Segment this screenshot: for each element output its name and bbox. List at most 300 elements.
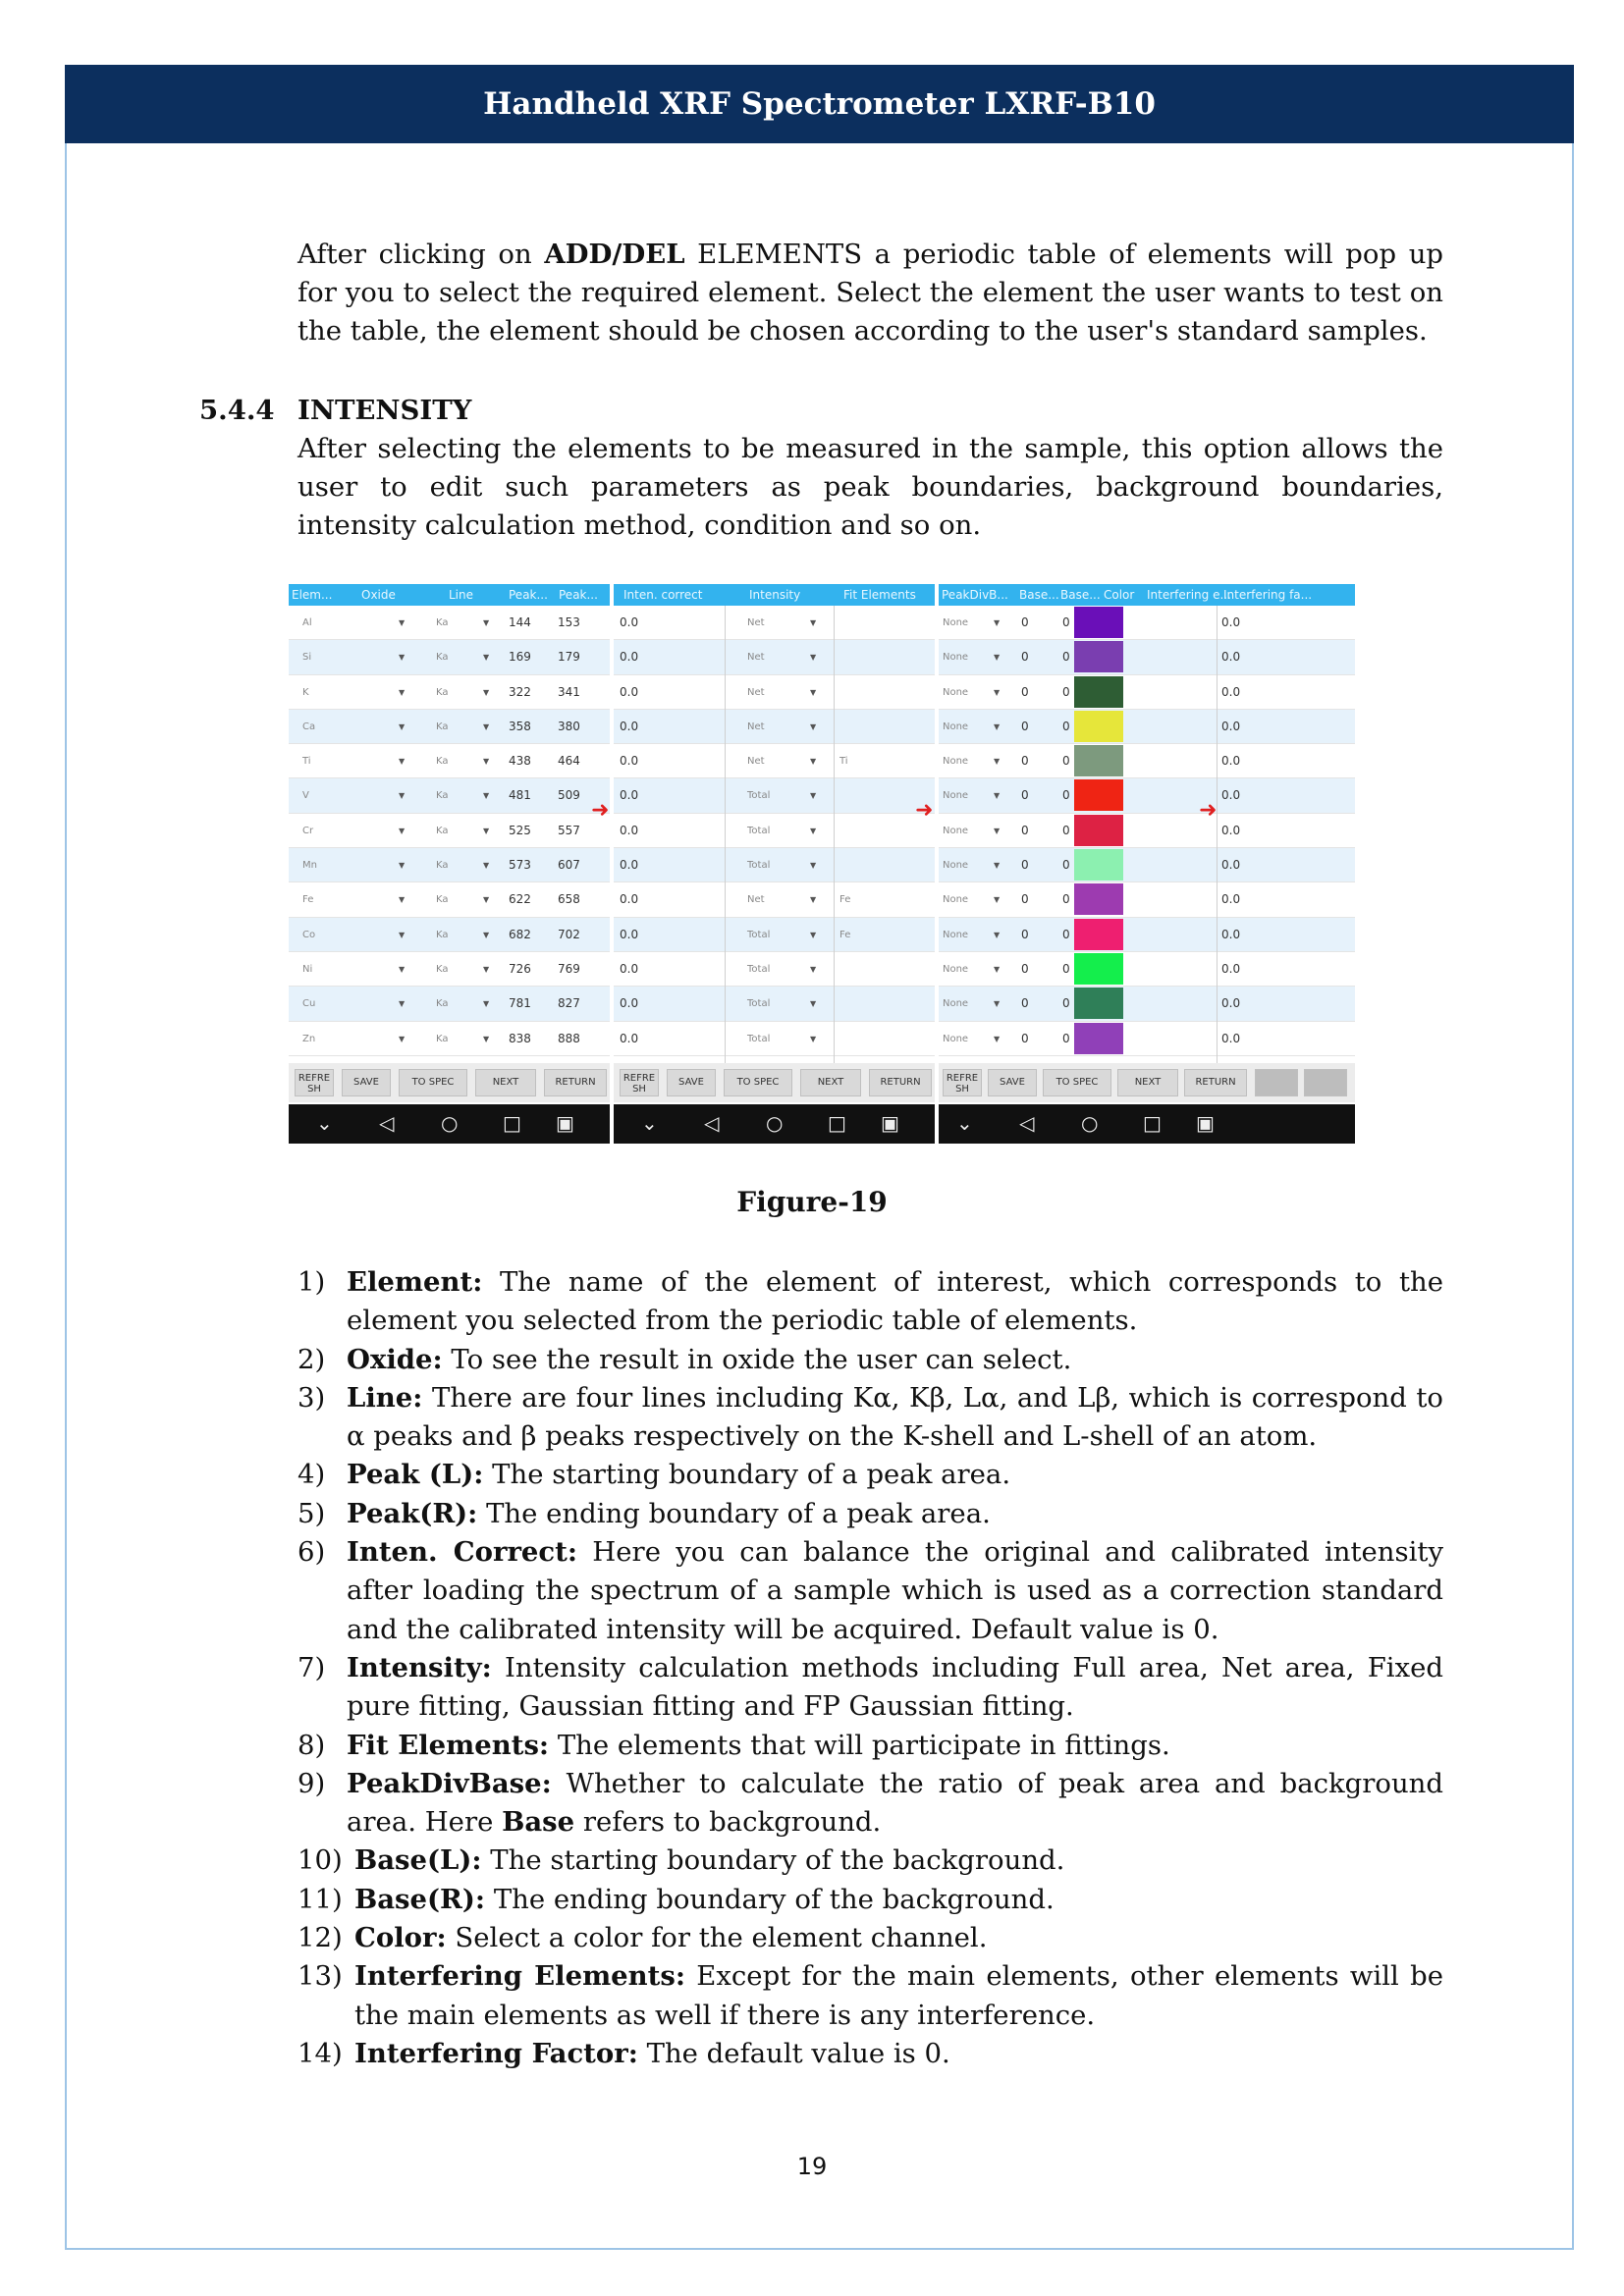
inten-correct-cell[interactable]: 0.0 (620, 788, 639, 803)
peak-right-cell[interactable]: 607 (558, 858, 580, 873)
table-row (939, 675, 1355, 710)
save-button[interactable] (988, 1069, 1037, 1096)
home-circle-icon[interactable]: ○ (766, 1111, 784, 1135)
item-description: The starting boundary of the background. (481, 1844, 1065, 1877)
item-number: 6) (298, 1536, 326, 1569)
dropdown-arrow-icon[interactable]: ▼ (810, 930, 817, 939)
color-swatch[interactable] (1074, 607, 1123, 638)
color-swatch[interactable] (1074, 919, 1123, 950)
peak-right-cell[interactable]: 509 (558, 788, 580, 803)
save-button[interactable] (342, 1069, 391, 1096)
base-right-cell[interactable]: 0 (1062, 823, 1070, 837)
inten-correct-cell[interactable]: 0.0 (620, 650, 639, 665)
return-button[interactable] (1184, 1069, 1247, 1096)
item-number: 1) (298, 1266, 326, 1298)
dropdown-arrow-icon[interactable]: ▼ (994, 999, 1001, 1009)
table-row (289, 744, 610, 778)
dropdown-arrow-icon[interactable]: ▼ (483, 895, 490, 905)
col-header-peakdivbase[interactable]: PeakDivB... (942, 588, 1008, 602)
color-swatch[interactable] (1074, 676, 1123, 708)
color-swatch[interactable] (1074, 883, 1123, 915)
dropdown-arrow-icon[interactable]: ▼ (399, 930, 406, 939)
intensity-cell[interactable]: Net (747, 617, 765, 628)
screen-base-color (939, 584, 1355, 1144)
base-color-rows (939, 606, 1355, 1056)
intensity-cell[interactable]: Total (747, 929, 771, 940)
item-description: The name of the element of interest, which corresponds to the element you selected from the periodic table of elements. (347, 1266, 1443, 1337)
peakdivbase-cell[interactable]: None (943, 894, 969, 906)
inten-correct-cell[interactable]: 0.0 (620, 1031, 639, 1045)
peakdivbase-cell[interactable]: None (943, 998, 969, 1010)
peak-left-cell[interactable]: 726 (509, 961, 531, 976)
obscured-button[interactable] (1304, 1069, 1347, 1096)
line-cell[interactable]: Ka (436, 825, 449, 836)
peak-left-cell[interactable]: 481 (509, 788, 531, 803)
line-cell[interactable]: Ka (436, 790, 449, 802)
refresh-button[interactable] (620, 1069, 659, 1096)
dropdown-arrow-icon[interactable]: ▼ (483, 964, 490, 974)
table-row (289, 987, 610, 1021)
recents-square-icon[interactable]: □ (828, 1111, 846, 1135)
table-row (289, 918, 610, 952)
dropdown-arrow-icon[interactable]: ▼ (399, 826, 406, 835)
element-cell: Si (302, 652, 312, 664)
item-description: The starting boundary of a peak area. (483, 1459, 1011, 1491)
intensity-cell[interactable]: Net (747, 894, 765, 906)
interfering-factor-cell[interactable]: 0.0 (1221, 996, 1241, 1011)
base-right-cell[interactable]: 0 (1062, 615, 1070, 629)
inten-correct-cell[interactable]: 0.0 (620, 858, 639, 873)
dropdown-arrow-icon[interactable]: ▼ (483, 687, 490, 697)
base-right-cell[interactable]: 0 (1062, 788, 1070, 803)
inten-correct-cell[interactable]: 0.0 (620, 927, 639, 941)
dropdown-arrow-icon[interactable]: ▼ (399, 618, 406, 627)
peak-right-cell[interactable]: 464 (558, 754, 580, 769)
back-triangle-icon[interactable]: ◁ (704, 1111, 720, 1135)
peakdivbase-cell[interactable]: None (943, 721, 969, 732)
list-item (298, 1341, 1443, 1379)
line-cell[interactable]: Ka (436, 652, 449, 664)
peak-left-cell[interactable]: 322 (509, 684, 531, 699)
column-divider (1217, 606, 1218, 1063)
peak-right-cell[interactable]: 341 (558, 684, 580, 699)
peak-right-cell[interactable]: 380 (558, 719, 580, 733)
interfering-factor-cell[interactable]: 0.0 (1221, 927, 1241, 941)
dropdown-arrow-icon[interactable]: ▼ (399, 1034, 406, 1043)
element-rows (289, 606, 610, 1056)
col-header-interfering-elements[interactable]: Interfering e... (1147, 588, 1231, 602)
peakdivbase-cell[interactable]: None (943, 1033, 969, 1044)
base-left-cell[interactable]: 0 (1021, 615, 1029, 629)
peakdivbase-cell[interactable]: None (943, 790, 969, 802)
dropdown-arrow-icon[interactable]: ▼ (994, 721, 1001, 731)
dropdown-arrow-icon[interactable]: ▼ (810, 721, 817, 731)
color-swatch[interactable] (1074, 815, 1123, 846)
list-item (298, 1533, 1443, 1649)
next-button[interactable] (800, 1069, 861, 1096)
list-item (298, 1456, 1443, 1494)
peak-right-cell[interactable]: 702 (558, 927, 580, 941)
table-row (614, 918, 935, 952)
home-circle-icon[interactable]: ○ (441, 1111, 459, 1135)
dropdown-arrow-icon[interactable]: ▼ (810, 895, 817, 905)
intensity-cell[interactable]: Net (747, 652, 765, 664)
base-right-cell[interactable]: 0 (1062, 754, 1070, 769)
peak-left-cell[interactable]: 358 (509, 719, 531, 733)
dropdown-arrow-icon[interactable]: ▼ (994, 653, 1001, 663)
recents-square-icon[interactable]: □ (503, 1111, 521, 1135)
header-title: Handheld XRF Spectrometer LXRF-B10 (483, 86, 1156, 122)
line-cell[interactable]: Ka (436, 756, 449, 768)
dropdown-arrow-icon[interactable]: ▼ (810, 999, 817, 1009)
dropdown-arrow-icon[interactable]: ▼ (399, 687, 406, 697)
base-right-cell[interactable]: 0 (1062, 961, 1070, 976)
fit-elements-cell[interactable]: Ti (839, 756, 848, 768)
dropdown-arrow-icon[interactable]: ▼ (399, 999, 406, 1009)
peak-left-cell[interactable]: 682 (509, 927, 531, 941)
dropdown-arrow-icon[interactable]: ▼ (810, 653, 817, 663)
interfering-factor-cell[interactable]: 0.0 (1221, 858, 1241, 873)
peakdivbase-cell[interactable]: None (943, 617, 969, 628)
intro-text-pre: After clicking on (298, 239, 545, 270)
table-row (614, 778, 935, 813)
dropdown-arrow-icon[interactable]: ▼ (483, 999, 490, 1009)
screenshot-icon[interactable]: ▣ (556, 1111, 574, 1135)
table-row (289, 675, 610, 710)
table-row (289, 814, 610, 848)
android-nav-bar (289, 1104, 610, 1144)
dropdown-arrow-icon[interactable]: ▼ (994, 791, 1001, 801)
save-button[interactable] (667, 1069, 716, 1096)
element-cell: Cu (302, 998, 316, 1010)
dropdown-arrow-icon[interactable]: ▼ (399, 861, 406, 871)
col-header-base-right[interactable]: Base... (1060, 588, 1101, 602)
inten-correct-cell[interactable]: 0.0 (620, 684, 639, 699)
base-right-cell[interactable]: 0 (1062, 684, 1070, 699)
back-triangle-icon[interactable]: ◁ (379, 1111, 395, 1135)
dropdown-arrow-icon[interactable]: ▼ (483, 1034, 490, 1043)
interfering-factor-cell[interactable]: 0.0 (1221, 719, 1241, 733)
peak-left-cell[interactable]: 438 (509, 754, 531, 769)
base-right-cell[interactable]: 0 (1062, 892, 1070, 907)
intensity-cell[interactable]: Total (747, 790, 771, 802)
dropdown-arrow-icon[interactable]: ▼ (810, 1034, 817, 1043)
intensity-cell[interactable]: Total (747, 825, 771, 836)
inten-correct-cell[interactable]: 0.0 (620, 615, 639, 629)
dropdown-arrow-icon[interactable]: ▼ (483, 721, 490, 731)
base-left-cell[interactable]: 0 (1021, 858, 1029, 873)
save-label: SAVE (1000, 1077, 1025, 1088)
peakdivbase-cell[interactable]: None (943, 756, 969, 768)
next-button[interactable] (1117, 1069, 1178, 1096)
next-label: NEXT (817, 1077, 844, 1088)
line-cell[interactable]: Ka (436, 929, 449, 940)
peak-right-cell[interactable]: 557 (558, 823, 580, 837)
base-left-cell[interactable]: 0 (1021, 892, 1029, 907)
table-row (614, 744, 935, 778)
col-header-intensity[interactable]: Intensity (749, 588, 801, 602)
base-left-cell[interactable]: 0 (1021, 719, 1029, 733)
base-right-cell[interactable]: 0 (1062, 719, 1070, 733)
interfering-factor-cell[interactable]: 0.0 (1221, 788, 1241, 803)
peakdivbase-cell[interactable]: None (943, 929, 969, 940)
item-number: 13) (298, 1960, 343, 1993)
item-description: Intensity calculation methods including Full area, Net area, Fixed pure fitting, Gaussian fitting and FP Gaussian fitting. (347, 1651, 1443, 1723)
color-swatch[interactable] (1074, 641, 1123, 672)
col-header-peak-right[interactable]: Peak... (559, 588, 598, 602)
col-header-peak-left[interactable]: Peak... (509, 588, 548, 602)
to-spec-button[interactable] (1043, 1069, 1111, 1096)
table-row (289, 1022, 610, 1056)
color-swatch[interactable] (1074, 711, 1123, 742)
peakdivbase-cell[interactable]: None (943, 963, 969, 975)
line-cell[interactable]: Ka (436, 617, 449, 628)
dropdown-arrow-icon[interactable]: ▼ (994, 757, 1001, 767)
peakdivbase-cell[interactable]: None (943, 652, 969, 664)
return-button[interactable] (869, 1069, 932, 1096)
dropdown-arrow-icon[interactable]: ▼ (994, 618, 1001, 627)
line-cell[interactable]: Ka (436, 686, 449, 698)
section-title: INTENSITY (298, 395, 472, 426)
line-cell[interactable]: Ka (436, 860, 449, 872)
interfering-factor-cell[interactable]: 0.0 (1221, 823, 1241, 837)
table-row (289, 778, 610, 813)
dropdown-arrow-icon[interactable]: ▼ (810, 618, 817, 627)
chevron-down-icon[interactable]: ⌄ (641, 1111, 658, 1135)
color-swatch[interactable] (1074, 849, 1123, 881)
base-left-cell[interactable]: 0 (1021, 996, 1029, 1011)
color-swatch[interactable] (1074, 988, 1123, 1019)
item-number: 8) (298, 1729, 326, 1761)
dropdown-arrow-icon[interactable]: ▼ (810, 687, 817, 697)
dropdown-arrow-icon[interactable]: ▼ (810, 861, 817, 871)
color-swatch[interactable] (1074, 953, 1123, 985)
peak-left-cell[interactable]: 525 (509, 823, 531, 837)
figure-19-screenshots (289, 584, 1355, 1144)
base-right-cell[interactable]: 0 (1062, 650, 1070, 665)
to-spec-label: TO SPEC (736, 1077, 780, 1088)
col-header-element[interactable]: Elem... (292, 588, 333, 602)
peak-left-cell[interactable]: 573 (509, 858, 531, 873)
dropdown-arrow-icon[interactable]: ▼ (994, 861, 1001, 871)
dropdown-arrow-icon[interactable]: ▼ (399, 757, 406, 767)
home-circle-icon[interactable]: ○ (1081, 1111, 1099, 1135)
save-label: SAVE (678, 1077, 704, 1088)
item-term: Interfering Elements: (354, 1960, 685, 1993)
base-left-cell[interactable]: 0 (1021, 961, 1029, 976)
base-left-cell[interactable]: 0 (1021, 684, 1029, 699)
dropdown-arrow-icon[interactable]: ▼ (399, 791, 406, 801)
col-header-inten-correct[interactable]: Inten. correct (623, 588, 703, 602)
recents-square-icon[interactable]: □ (1143, 1111, 1162, 1135)
screenshot-icon[interactable]: ▣ (1196, 1111, 1215, 1135)
peakdivbase-cell[interactable]: None (943, 860, 969, 872)
table-row (289, 952, 610, 987)
table-header (939, 584, 1355, 606)
screenshot-icon[interactable]: ▣ (881, 1111, 899, 1135)
dropdown-arrow-icon[interactable]: ▼ (483, 930, 490, 939)
col-header-base-left[interactable]: Base... (1019, 588, 1059, 602)
col-header-line[interactable]: Line (449, 588, 474, 602)
peak-right-cell[interactable]: 153 (558, 615, 580, 629)
dropdown-arrow-icon[interactable]: ▼ (483, 791, 490, 801)
intensity-cell[interactable]: Total (747, 963, 771, 975)
dropdown-arrow-icon[interactable]: ▼ (994, 1034, 1001, 1043)
col-header-color[interactable]: Color (1104, 588, 1135, 602)
base-right-cell[interactable]: 0 (1062, 858, 1070, 873)
item-term: Intensity: (347, 1651, 492, 1683)
dropdown-arrow-icon[interactable]: ▼ (483, 618, 490, 627)
table-row (289, 606, 610, 640)
dropdown-arrow-icon[interactable]: ▼ (399, 653, 406, 663)
item-number: 3) (298, 1381, 326, 1414)
color-swatch[interactable] (1074, 1023, 1123, 1054)
next-label: NEXT (492, 1077, 519, 1088)
dropdown-arrow-icon[interactable]: ▼ (399, 721, 406, 731)
table-row (939, 744, 1355, 778)
peak-left-cell[interactable]: 622 (509, 892, 531, 907)
dropdown-arrow-icon[interactable]: ▼ (994, 964, 1001, 974)
interfering-factor-cell[interactable]: 0.0 (1221, 754, 1241, 769)
base-left-cell[interactable]: 0 (1021, 823, 1029, 837)
line-cell[interactable]: Ka (436, 963, 449, 975)
intensity-cell[interactable]: Total (747, 998, 771, 1010)
interfering-factor-cell[interactable]: 0.0 (1221, 1031, 1241, 1045)
item-number: 9) (298, 1767, 326, 1799)
base-left-cell[interactable]: 0 (1021, 650, 1029, 665)
intensity-cell[interactable]: Net (747, 756, 765, 768)
element-cell: Ni (302, 963, 313, 975)
peakdivbase-cell[interactable]: None (943, 825, 969, 836)
peak-right-cell[interactable]: 658 (558, 892, 580, 907)
table-row (614, 987, 935, 1021)
dropdown-arrow-icon[interactable]: ▼ (994, 826, 1001, 835)
color-swatch[interactable] (1074, 745, 1123, 776)
col-header-fit-elements[interactable]: Fit Elements (843, 588, 916, 602)
dropdown-arrow-icon[interactable]: ▼ (810, 964, 817, 974)
intensity-cell[interactable]: Net (747, 686, 765, 698)
screen-elements-peaks (289, 584, 610, 1144)
peak-right-cell[interactable]: 888 (558, 1031, 580, 1045)
base-left-cell[interactable]: 0 (1021, 1031, 1029, 1045)
to-spec-button[interactable] (399, 1069, 467, 1096)
save-label: SAVE (353, 1077, 379, 1088)
refresh-button[interactable] (943, 1069, 982, 1096)
obscured-button[interactable] (1255, 1069, 1298, 1096)
color-swatch[interactable] (1074, 779, 1123, 811)
intensity-cell[interactable]: Total (747, 860, 771, 872)
table-row (289, 848, 610, 882)
dropdown-arrow-icon[interactable]: ▼ (483, 826, 490, 835)
line-cell[interactable]: Ka (436, 1033, 449, 1044)
peak-right-cell[interactable]: 827 (558, 996, 580, 1011)
dropdown-arrow-icon[interactable]: ▼ (994, 687, 1001, 697)
table-row (939, 1022, 1355, 1056)
list-item (298, 1379, 1443, 1457)
base-right-cell[interactable]: 0 (1062, 927, 1070, 941)
dropdown-arrow-icon[interactable]: ▼ (483, 653, 490, 663)
button-bar (939, 1063, 1355, 1102)
red-arrow-icon: ➜ (591, 798, 610, 823)
fit-elements-cell[interactable]: Fe (839, 894, 851, 906)
interfering-factor-cell[interactable]: 0.0 (1221, 892, 1241, 907)
peak-left-cell[interactable]: 838 (509, 1031, 531, 1045)
back-triangle-icon[interactable]: ◁ (1019, 1111, 1035, 1135)
next-button[interactable] (475, 1069, 536, 1096)
table-row (939, 987, 1355, 1021)
col-header-interfering-factor[interactable]: Interfering fa... (1223, 588, 1313, 602)
line-cell[interactable]: Ka (436, 998, 449, 1010)
inten-correct-cell[interactable]: 0.0 (620, 961, 639, 976)
base-left-cell[interactable]: 0 (1021, 754, 1029, 769)
line-cell[interactable]: Ka (436, 721, 449, 732)
to-spec-button[interactable] (724, 1069, 792, 1096)
refresh-button[interactable] (295, 1069, 334, 1096)
dropdown-arrow-icon[interactable]: ▼ (994, 930, 1001, 939)
item-term: Interfering Factor: (354, 2037, 638, 2069)
return-button[interactable] (544, 1069, 607, 1096)
base-left-cell[interactable]: 0 (1021, 927, 1029, 941)
inten-correct-cell[interactable]: 0.0 (620, 754, 639, 769)
intensity-cell[interactable]: Net (747, 721, 765, 732)
item-description: There are four lines including Kα, Kβ, Lα, and Lβ, which is correspond to α peaks and β peaks respectively on the K-shell and L-shell of an atom. (347, 1381, 1443, 1453)
dropdown-arrow-icon[interactable]: ▼ (810, 757, 817, 767)
fit-elements-cell[interactable]: Fe (839, 929, 851, 940)
dropdown-arrow-icon[interactable]: ▼ (994, 895, 1001, 905)
dropdown-arrow-icon[interactable]: ▼ (810, 791, 817, 801)
table-row (289, 640, 610, 674)
table-row (614, 848, 935, 882)
inten-correct-cell[interactable]: 0.0 (620, 719, 639, 733)
peak-left-cell[interactable]: 169 (509, 650, 531, 665)
element-cell: Ti (302, 756, 311, 768)
col-header-oxide[interactable]: Oxide (361, 588, 396, 602)
red-arrow-icon: ➜ (1199, 798, 1218, 823)
interfering-factor-cell[interactable]: 0.0 (1221, 961, 1241, 976)
refresh-label: REFRE SH (946, 1073, 979, 1095)
item-description: The ending boundary of the background. (485, 1883, 1055, 1915)
base-right-cell[interactable]: 0 (1062, 1031, 1070, 1045)
interfering-factor-cell[interactable]: 0.0 (1221, 650, 1241, 665)
table-row (614, 606, 935, 640)
list-item (298, 1957, 1443, 2035)
base-right-cell[interactable]: 0 (1062, 996, 1070, 1011)
dropdown-arrow-icon[interactable]: ▼ (399, 895, 406, 905)
dropdown-arrow-icon[interactable]: ▼ (483, 861, 490, 871)
peak-left-cell[interactable]: 781 (509, 996, 531, 1011)
chevron-down-icon[interactable]: ⌄ (316, 1111, 333, 1135)
chevron-down-icon[interactable]: ⌄ (956, 1111, 973, 1135)
inten-correct-cell[interactable]: 0.0 (620, 996, 639, 1011)
peakdivbase-cell[interactable]: None (943, 686, 969, 698)
peak-right-cell[interactable]: 769 (558, 961, 580, 976)
intensity-cell[interactable]: Total (747, 1033, 771, 1044)
dropdown-arrow-icon[interactable]: ▼ (810, 826, 817, 835)
element-cell: Zn (302, 1033, 316, 1044)
base-left-cell[interactable]: 0 (1021, 788, 1029, 803)
table-row (614, 640, 935, 674)
inten-correct-cell[interactable]: 0.0 (620, 823, 639, 837)
inten-correct-cell[interactable]: 0.0 (620, 892, 639, 907)
line-cell[interactable]: Ka (436, 894, 449, 906)
section-number: 5.4.4 (199, 395, 275, 426)
peak-left-cell[interactable]: 144 (509, 615, 531, 629)
interfering-factor-cell[interactable]: 0.0 (1221, 684, 1241, 699)
dropdown-arrow-icon[interactable]: ▼ (483, 757, 490, 767)
dropdown-arrow-icon[interactable]: ▼ (399, 964, 406, 974)
peak-right-cell[interactable]: 179 (558, 650, 580, 665)
interfering-factor-cell[interactable]: 0.0 (1221, 615, 1241, 629)
